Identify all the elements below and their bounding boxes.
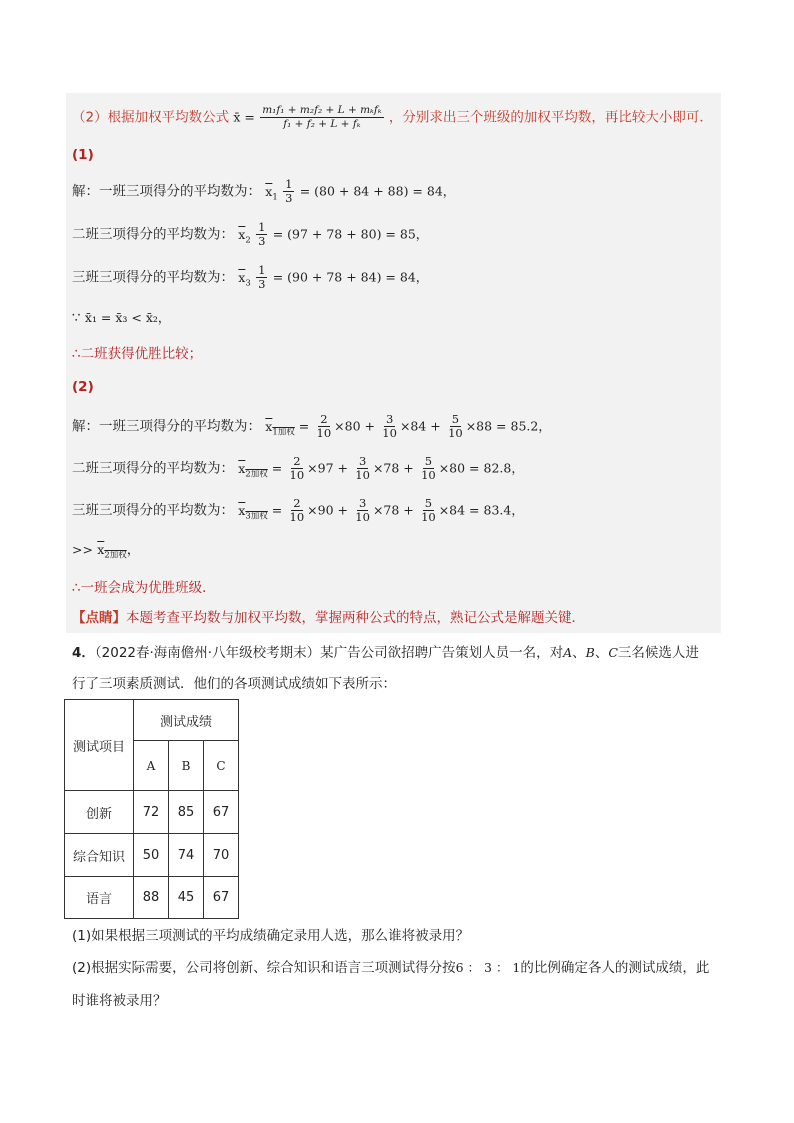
column-header-c: C	[204, 741, 239, 791]
table-row	[65, 834, 239, 877]
compare-tail: ，	[126, 542, 141, 558]
cell: 85	[169, 791, 204, 834]
because-line	[72, 308, 170, 328]
problem-source: （2022春·海南儋州·八年级校考期末）	[94, 645, 321, 661]
fraction-5-10: $\frac{5}{10}$	[421, 496, 436, 524]
hint-tail-text: ，分别求出三个班级的加权平均数，再比较大小即可．	[388, 109, 713, 126]
p1-line1-text: 解：一班三项得分的平均数为：	[72, 183, 261, 200]
problem-line2: 行了三项素质测试．他们的各项测试成绩如下表所示：	[72, 676, 396, 692]
one-third-fraction: $\frac{1}{3}$	[258, 263, 266, 291]
cell: 50	[134, 834, 169, 877]
x2-weighted: $x_{2加权}$ =	[238, 460, 283, 479]
cell: 70	[204, 834, 239, 877]
question-2-line1	[72, 958, 709, 978]
one-third-fraction: $\frac{1}{3}$	[285, 177, 293, 205]
therefore2-line: ∴一班会成为优胜班级．	[72, 580, 216, 596]
cell: 67	[204, 791, 239, 834]
hint-text: （2）根据加权平均数公式	[72, 109, 230, 126]
candidate-c: C	[608, 645, 618, 660]
table-row	[65, 791, 239, 834]
separator: 、	[572, 645, 586, 661]
p2-line1-text: 解：一班三项得分的平均数为：	[72, 418, 261, 435]
one-third-fraction: $\frac{1}{3}$	[258, 220, 266, 248]
part2-label: (2)	[72, 379, 94, 395]
fraction-3-10: $\frac{3}{10}$	[382, 412, 397, 440]
times-78: ×78 +	[372, 502, 414, 518]
p2-line3	[72, 497, 524, 526]
p1-line2	[72, 221, 428, 250]
row-name: 创新	[65, 791, 134, 834]
hint-formula-fraction	[260, 104, 383, 131]
question-2-ratio: 6 ： 3 ： 1	[455, 960, 521, 975]
point-text: 本题考查平均数与加权平均数，掌握两种公式的特点，熟记公式是解题关键．	[126, 610, 585, 626]
table-row	[65, 877, 239, 919]
x3-bar: $\overline{x}_3$	[238, 269, 251, 288]
hint-formula-lhs: x̄ =	[233, 109, 255, 125]
p1-line3-text: 三班三项得分的平均数为：	[72, 269, 234, 286]
x2-weighted: $x_{2加权}$	[97, 542, 127, 561]
p2-line2-tail: ×80 = 82.8，	[438, 460, 524, 476]
cell: 88	[134, 877, 169, 919]
column-header-a: A	[134, 741, 169, 791]
fraction-5-10: $\frac{5}{10}$	[448, 412, 463, 440]
times-84: ×84 +	[399, 418, 441, 434]
p2-line2-text: 二班三项得分的平均数为：	[72, 460, 234, 477]
x3-weighted: $x_{3加权}$ =	[238, 502, 283, 521]
problem-line1	[72, 643, 699, 663]
times-97: ×97 +	[307, 460, 348, 476]
part1-label: (1)	[72, 147, 94, 163]
candidate-a: A	[563, 645, 573, 660]
p1-line3-math: = (90 + 78 + 84) = 84，	[272, 269, 429, 285]
question-1: (1)如果根据三项测试的平均成绩确定录用人选，那么谁将被录用？	[72, 928, 470, 944]
p2-line3-text: 三班三项得分的平均数为：	[72, 502, 234, 519]
cell: 72	[134, 791, 169, 834]
cell: 74	[169, 834, 204, 877]
hint-formula-numerator: m₁f₁ + m₂f₂ + L + mₖfₖ	[262, 104, 382, 116]
cell: 45	[169, 877, 204, 919]
p2-line3-tail: ×84 = 83.4，	[438, 502, 524, 518]
because-math: x̄₁ = x̄₃ < x̄₂，	[84, 310, 171, 325]
scores-table	[64, 699, 239, 919]
p2-line1	[72, 413, 551, 442]
row-name: 综合知识	[65, 834, 134, 877]
problem-text1-tail: 三名候选人进	[617, 645, 699, 661]
cell: 67	[204, 877, 239, 919]
fraction-3-10: $\frac{3}{10}$	[355, 496, 370, 524]
row-name: 语言	[65, 877, 134, 919]
point-tag: 【点睛】	[72, 610, 126, 626]
question-2-text-b: 的比例确定各人的测试成绩，此	[520, 960, 710, 976]
p2-line1-tail: ×88 = 85.2，	[465, 418, 551, 434]
question-2-text-a: (2)根据实际需要，公司将创新、综合知识和语言三项测试得分按	[72, 960, 456, 976]
header-scores: 测试成绩	[134, 700, 239, 741]
p1-line2-math: = (97 + 78 + 80) = 85，	[272, 226, 429, 242]
fraction-2-10: $\frac{2}{10}$	[316, 412, 332, 440]
fraction-5-10: $\frac{5}{10}$	[421, 454, 436, 482]
because-symbol: ∵	[72, 310, 81, 326]
p1-line3	[72, 264, 428, 293]
fraction-3-10: $\frac{3}{10}$	[355, 454, 370, 482]
x1-bar: $\overline{x}_1$	[265, 183, 278, 202]
therefore1-line: ∴二班获得优胜比较；	[72, 346, 203, 362]
p1-line1	[72, 178, 455, 207]
times-80: ×80 +	[334, 418, 375, 434]
times-90: ×90 +	[307, 502, 348, 518]
compare-symbol: >>	[72, 542, 93, 557]
p1-line2-text: 二班三项得分的平均数为：	[72, 226, 234, 243]
x2-bar: $\overline{x}_2$	[238, 226, 251, 245]
problem-number: 4．	[72, 645, 95, 661]
candidate-b: B	[585, 645, 595, 660]
hint-formula-denominator: f₁ + f₂ + L + fₖ	[283, 118, 361, 130]
question-2-line2: 时谁将被录用？	[72, 993, 167, 1009]
p2-line2	[72, 455, 524, 484]
x1-weighted: $x_{1加权}$ =	[265, 418, 310, 437]
compare-line	[72, 540, 140, 566]
column-header-b: B	[169, 741, 204, 791]
p1-line1-math: = (80 + 84 + 88) = 84，	[299, 183, 456, 199]
point-line	[72, 608, 585, 628]
separator: 、	[594, 645, 609, 661]
fraction-2-10: $\frac{2}{10}$	[289, 454, 305, 482]
hint-line	[72, 104, 713, 131]
fraction-2-10: $\frac{2}{10}$	[289, 496, 305, 524]
times-78: ×78 +	[372, 460, 414, 476]
header-item: 测试项目	[65, 700, 134, 791]
problem-text1: 某广告公司欲招聘广告策划人员一名，对	[320, 645, 564, 661]
